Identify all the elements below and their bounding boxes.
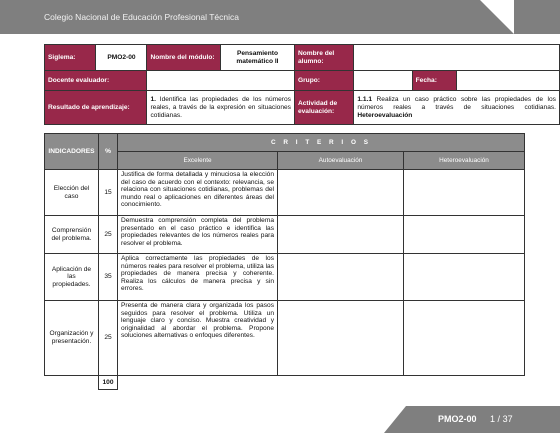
page-number: 1 bbox=[490, 414, 496, 424]
info-table bbox=[44, 44, 560, 125]
indicator-cell: Elección del caso bbox=[45, 170, 99, 216]
table-row bbox=[45, 254, 525, 301]
grupo-label: Grupo: bbox=[294, 71, 353, 91]
excelente-cell: Justifica de forma detallada y minuciosa la elección del caso de acuerdo con el contexto: relevancia, se relaciona con situaciones cotidianas, problemas del mundo real o aplicaciones en diferentes áreas del conocimiento. bbox=[118, 170, 278, 216]
resultado-number: 1. bbox=[150, 95, 156, 103]
actividad-type: Heteroevaluación bbox=[357, 111, 413, 119]
header-corner bbox=[480, 0, 514, 34]
total-pages: 37 bbox=[502, 414, 513, 424]
alumno-field[interactable] bbox=[354, 45, 560, 71]
total-cell: 100 bbox=[99, 376, 118, 390]
total-row bbox=[45, 376, 525, 390]
institution-title: Colegio Nacional de Educación Profesional Técnica bbox=[44, 12, 239, 22]
actividad-label: Actividad de evaluación: bbox=[294, 91, 353, 125]
heteroevaluacion-cell[interactable] bbox=[404, 170, 525, 216]
indicator-cell: Aplicación de las propiedades. bbox=[45, 254, 99, 301]
percent-cell: 25 bbox=[99, 301, 118, 376]
pct-header: % bbox=[99, 134, 118, 170]
percent-cell: 15 bbox=[99, 170, 118, 216]
fecha-label: Fecha: bbox=[412, 71, 456, 91]
excelente-cell: Demuestra comprensión completa del problema presentado en el caso práctico e identifica las propiedades relevantes de los números reales para resolver el problema. bbox=[118, 216, 278, 254]
autoevaluacion-cell[interactable] bbox=[278, 170, 404, 216]
fecha-field[interactable] bbox=[457, 71, 560, 91]
autoevaluacion-cell[interactable] bbox=[278, 301, 404, 376]
total-blank bbox=[118, 376, 525, 390]
actividad-content bbox=[354, 91, 560, 125]
table-row bbox=[45, 301, 525, 376]
docente-field[interactable] bbox=[147, 71, 294, 91]
modulo-value[interactable]: Pensamiento matemático II bbox=[220, 45, 294, 71]
heteroevaluacion-cell[interactable] bbox=[404, 301, 525, 376]
resultado-text: Identifica las propiedades de los números reales, a través de la expresión en situaciones cotidianas. bbox=[150, 95, 291, 119]
heteroevaluacion-cell[interactable] bbox=[404, 254, 525, 301]
table-row bbox=[45, 170, 525, 216]
sigla-value[interactable]: PMO2-00 bbox=[96, 45, 147, 71]
docente-label: Docente evaluador: bbox=[45, 71, 147, 91]
excelente-cell: Aplica correctamente las propiedades de los números reales para resolver el problema, utiliza las propiedades de manera precisa y coherente. Realiza los cálculos de manera precisa y sin errores. bbox=[118, 254, 278, 301]
autoevaluacion-cell[interactable] bbox=[278, 254, 404, 301]
footer-code: PMO2-00 bbox=[438, 414, 477, 424]
sigla-label: Siglema: bbox=[45, 45, 96, 71]
autoevaluacion-cell[interactable] bbox=[278, 216, 404, 254]
excelente-cell: Presenta de manera clara y organizada los pasos seguidos para resolver el problema. Utiliza un lenguaje claro y conciso. Muestra creatividad y originalidad al abordar el problema. Propone soluciones alternativas o enfoques diferentes. bbox=[118, 301, 278, 376]
footer-corner bbox=[384, 406, 406, 433]
indicator-cell: Organización y presentación. bbox=[45, 301, 99, 376]
rubric-table bbox=[44, 133, 525, 390]
heteroevaluacion-header: Heteroevaluación bbox=[404, 152, 525, 170]
actividad-number: 1.1.1 bbox=[357, 95, 373, 103]
indicadores-header: INDICADORES bbox=[45, 134, 99, 170]
page-separator: / bbox=[497, 414, 501, 424]
actividad-text: Realiza un caso práctico sobre las propiedades de los números reales a través de situaciones cotidianas. bbox=[357, 95, 556, 111]
grupo-field[interactable] bbox=[354, 71, 412, 91]
excelente-header: Excelente bbox=[118, 152, 278, 170]
autoevaluacion-header: Autoevaluación bbox=[278, 152, 404, 170]
percent-cell: 35 bbox=[99, 254, 118, 301]
page-indicator bbox=[490, 414, 513, 424]
criterios-header: C R I T E R I O S bbox=[118, 134, 525, 152]
total-spacer bbox=[45, 376, 99, 390]
percent-cell: 25 bbox=[99, 216, 118, 254]
resultado-content bbox=[147, 91, 294, 125]
indicator-cell: Comprensión del problema. bbox=[45, 216, 99, 254]
heteroevaluacion-cell[interactable] bbox=[404, 216, 525, 254]
table-row bbox=[45, 216, 525, 254]
modulo-label: Nombre del módulo: bbox=[147, 45, 220, 71]
resultado-label: Resultado de aprendizaje: bbox=[45, 91, 147, 125]
alumno-label: Nombre del alumno: bbox=[294, 45, 353, 71]
